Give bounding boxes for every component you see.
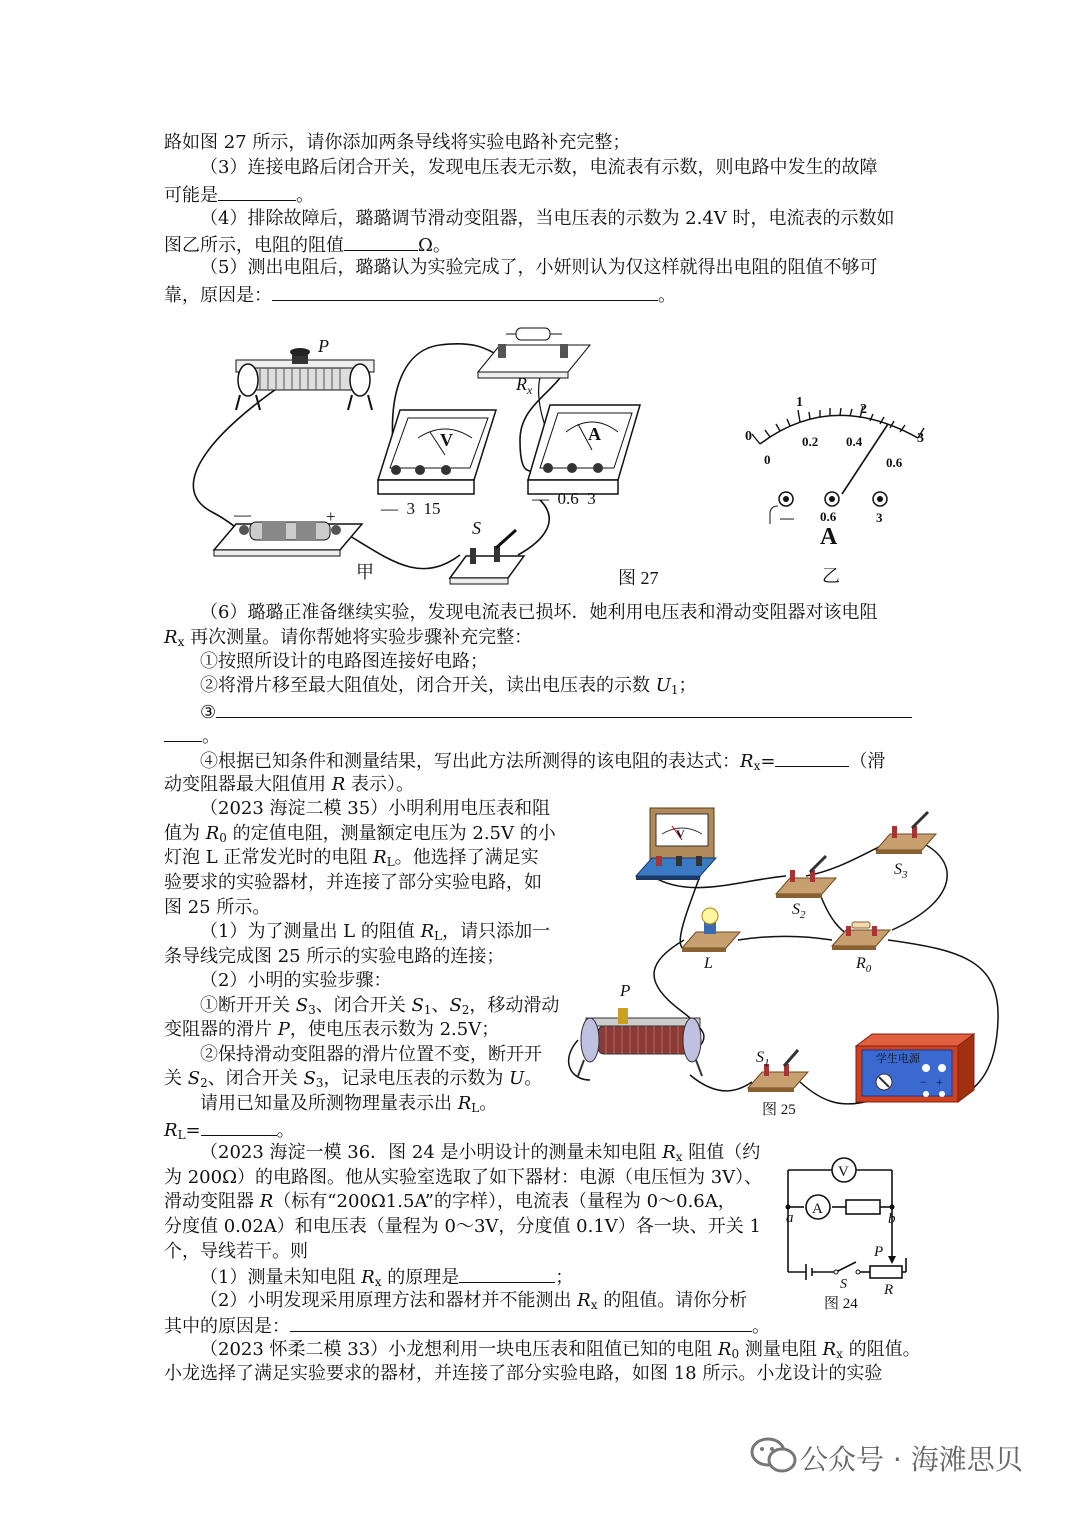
dial-letter-a: A: [820, 524, 838, 550]
text-line: ②保持滑动变阻器的滑片位置不变，断开开: [200, 1044, 542, 1065]
text-line: 靠，原因是： 。: [164, 282, 676, 308]
label-r0: $R_0$: [856, 955, 872, 975]
text-line: （5）测出电阻后，璐璐认为实验完成了，小妍则认为仅这样就得出电阻的阻值不够可: [200, 257, 878, 278]
figure-25-caption: 图 25: [762, 1102, 796, 1118]
label-s: S: [472, 518, 481, 538]
svg-text:V: V: [676, 827, 685, 841]
label-s1: $S_1$: [756, 1049, 770, 1069]
text-line: （4）排除故障后，璐璐调节滑动变阻器，当电压表的示数为 2.4V 时，电流表的示数如: [200, 208, 895, 229]
label-p-25: P: [620, 981, 631, 1000]
text-line: ③: [200, 699, 912, 725]
text-line: （3）连接电路后闭合开关，发现电压表无示数，电流表有示数，则电路中发生的故障: [200, 157, 878, 178]
fig24-s-label: S: [840, 1277, 847, 1292]
battery-minus: —: [234, 505, 251, 524]
text-line: 小龙选择了满足实验要求的器材，并连接了部分实验电路，如图 18 所示。小龙设计的实验: [164, 1363, 883, 1384]
voltmeter-letter: V: [440, 430, 453, 450]
label-jia: 甲: [356, 562, 374, 582]
terminal-06: 0.6: [820, 509, 837, 524]
text-line: ①断开开关 $S_3$、闭合开关 $S_1$、$S_2$，移动滑动: [200, 995, 560, 1017]
text-line: （2023 海淀二模 35）小明利用电压表和阻: [200, 798, 551, 819]
fig24-node-b: b: [888, 1211, 896, 1227]
text-line: 值为 $R_0$ 的定值电阻，测量额定电压为 2.5V 的小: [164, 823, 556, 845]
text-line: 个，导线若干。则: [164, 1241, 308, 1262]
label-l: L: [704, 955, 713, 972]
text-line: 请用已知量及所测物理量表示出 $R_L$。: [200, 1093, 498, 1115]
fig24-r-label: R: [884, 1282, 894, 1298]
text-line: $R_L=$ 。: [164, 1117, 295, 1143]
power-supply-label: 学生电源: [876, 1053, 920, 1065]
text-line: 验要求的实验器材，并连接了部分实验电路，如: [164, 872, 542, 893]
ammeter-terminals: — 0.6 3: [532, 489, 596, 508]
figure-24-caption: 图 24: [824, 1296, 858, 1312]
text-line: $R_x$ 再次测量。请你帮她将实验步骤补充完整：: [164, 627, 533, 649]
label-s2: $S_2$: [792, 901, 806, 921]
watermark-text: 公众号 · 海滩思贝: [800, 1443, 1023, 1476]
text-line: ①按照所设计的电路图连接好电路；: [200, 651, 488, 672]
text-line: 路如图 27 所示，请你添加两条导线将实验电路补充完整；: [164, 132, 631, 153]
text-line: 灯泡 L 正常发光时的电阻 $R_L$。他选择了满足实: [164, 847, 539, 869]
dial-inner-0: 0: [764, 452, 771, 467]
text-line: 分度值 0.02A）和电压表（量程为 0～3V，分度值 0.1V）各一块、开关 1: [164, 1216, 761, 1237]
text-line: （2）小明发现采用原理方法和器材并不能测出 $R_x$ 的阻值。请你分析: [200, 1290, 748, 1312]
text-line: （1）测量未知电阻 $R_x$ 的原理是 ；: [200, 1264, 573, 1290]
text-line: ④根据已知条件和测量结果，写出此方法所测得的该电阻的表达式：$R_x=$ （滑: [200, 748, 885, 774]
terminal-minus: —: [780, 511, 794, 526]
dial-outer-2: 2: [860, 402, 867, 417]
text-line: （2023 怀柔二模 33）小龙想利用一块电压表和阻值已知的电阻 $R_0$ 测量电阻 $R_x$ 的阻值。: [200, 1339, 921, 1361]
text-line: 关 $S_2$、闭合开关 $S_3$，记录电压表的示数为 U。: [164, 1068, 543, 1090]
text-line: （2）小明的实验步骤：: [200, 970, 392, 991]
ammeter-letter: A: [588, 424, 601, 444]
text-line: 为 200Ω）的电路图。他从实验室选取了如下器材：电源（电压恒为 3V）、: [164, 1167, 763, 1188]
voltmeter-terminals: — 3 15: [381, 499, 441, 518]
fig24-v-label: V: [838, 1164, 849, 1180]
figure-27-caption: 图 27: [618, 568, 659, 588]
label-p: P: [318, 336, 329, 356]
dial-outer-1: 1: [796, 395, 803, 410]
text-line: 其中的原因是： 。: [164, 1313, 770, 1339]
wechat-logo-icon: [748, 1430, 808, 1480]
fig24-p-label: P: [874, 1244, 884, 1260]
svg-text:−: −: [920, 1075, 927, 1089]
terminal-3: 3: [876, 510, 883, 525]
fig24-node-a: a: [786, 1210, 794, 1226]
label-rx: $R_x$: [516, 374, 533, 397]
text-line: 图 25 所示。: [164, 897, 271, 918]
label-s3: $S_3$: [894, 861, 908, 881]
fig24-a-label: A: [812, 1201, 823, 1217]
text-line: 。: [164, 723, 220, 749]
dial-inner-04: 0.4: [846, 434, 863, 449]
text-line: （1）为了测量出 L 的阻值 $R_L$，请只添加一: [200, 921, 551, 943]
text-line: 可能是 。: [164, 182, 314, 208]
text-line: 条导线完成图 25 所示的实验电路的连接；: [164, 946, 505, 967]
label-yi: 乙: [822, 566, 840, 586]
text-line: 动变阻器最大阻值用 R 表示）。: [164, 774, 415, 795]
text-line: 图乙所示，电阻的阻值 Ω。: [164, 232, 451, 258]
text-line: （2023 海淀一模 36．图 24 是小明设计的测量未知电阻 $R_x$ 阻值（约: [200, 1142, 761, 1164]
text-line: ②将滑片移至最大阻值处，闭合开关，读出电压表的示数 $U_1$；: [200, 675, 697, 697]
text-line: 变阻器的滑片 P，使电压表示数为 2.5V；: [164, 1019, 500, 1040]
battery-plus: +: [326, 507, 336, 526]
dial-inner-02: 0.2: [802, 434, 819, 449]
text-line: 滑动变阻器 R（标有“200Ω1.5A”的字样），电流表（量程为 0～0.6A，: [164, 1191, 736, 1212]
dial-outer-3: 3: [917, 431, 924, 446]
dial-inner-06: 0.6: [886, 455, 903, 470]
text-line: （6）璐璐正准备继续实验，发现电流表已损坏．她利用电压表和滑动变阻器对该电阻: [200, 602, 878, 623]
dial-outer-0: 0: [745, 429, 752, 444]
svg-text:+: +: [936, 1075, 943, 1089]
